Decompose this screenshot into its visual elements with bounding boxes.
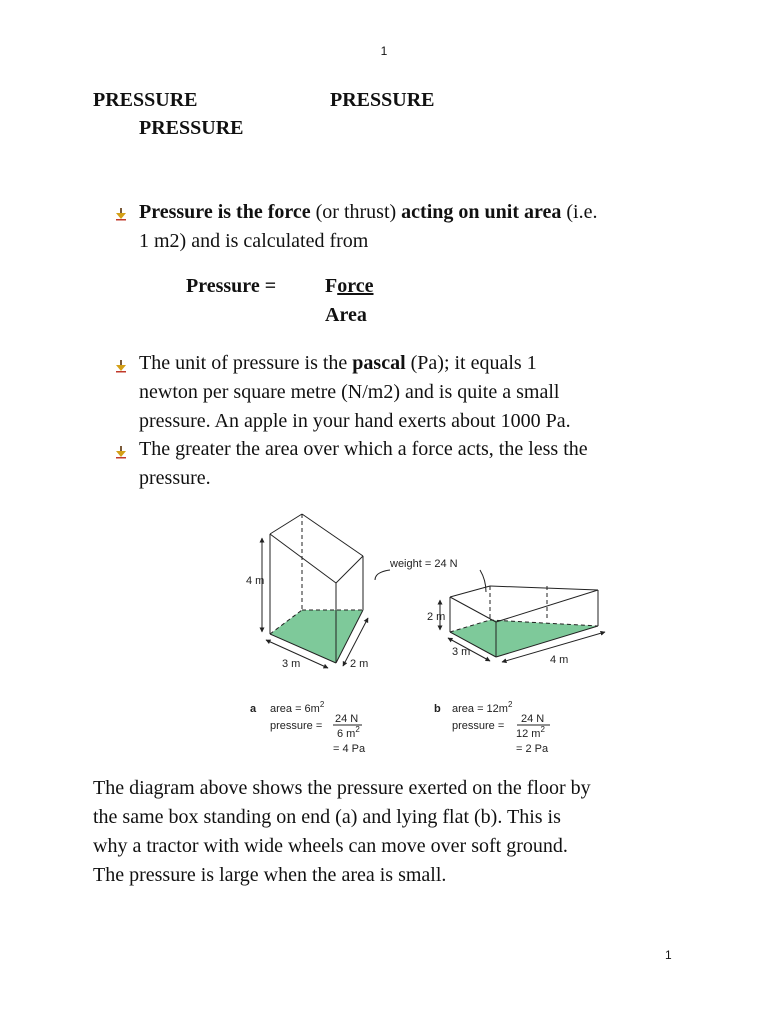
caption-b-numerator: 24 N — [521, 713, 545, 725]
explanation-paragraph — [93, 774, 713, 890]
bullet-3-line-2: pressure. — [139, 467, 211, 489]
bullet-1-line-1 — [139, 198, 699, 227]
bullet-1-part-4: (i.e. — [561, 201, 598, 223]
caption-b-area-text: area = 12m — [452, 703, 508, 715]
paragraph-line-1: The diagram above shows the pressure exerted on the floor by — [93, 777, 591, 799]
box-b — [450, 586, 598, 657]
caption-a-area-sup: 2 — [319, 700, 325, 709]
caption-a-area — [270, 700, 325, 715]
formula-numerator-underlined: orce — [337, 275, 374, 297]
box-a-width-label: 3 m — [282, 658, 301, 670]
box-a-height-label: 4 m — [246, 575, 265, 587]
caption-b-area-sup: 2 — [507, 700, 513, 709]
paragraph-line-2: the same box standing on end (a) and lying flat (b). This is — [93, 806, 561, 828]
bullet-2-line-1-post: (Pa); it equals 1 — [405, 352, 537, 374]
box-b-height-label: 2 m — [427, 611, 446, 623]
formula-numerator — [325, 275, 374, 298]
caption-b-pressure-label: pressure = — [452, 720, 505, 732]
bullet-1-line-2: 1 m2) and is calculated from — [139, 230, 369, 252]
heading-2: PRESSURE — [330, 89, 435, 111]
heading-1: PRESSURE — [93, 89, 198, 111]
bullet-2-line-1 — [139, 349, 719, 378]
weight-label: weight = 24 N — [390, 558, 458, 570]
arrow-down-bullet-icon — [114, 445, 128, 459]
bullet-3-text — [139, 435, 719, 493]
formula-lhs: Pressure = — [186, 275, 277, 297]
caption-b-denominator — [516, 725, 545, 740]
bullet-3-line-1: The greater the area over which a force acts, the less the — [139, 438, 588, 460]
caption-a-denominator — [337, 725, 360, 740]
bullet-2-line-2: newton per square metre (N/m2) and is quite a small — [139, 381, 560, 403]
box-b-width-label: 3 m — [452, 646, 471, 658]
caption-a-pressure-label: pressure = — [270, 720, 323, 732]
bullet-2-bold: pascal — [352, 352, 406, 374]
caption-b-result: = 2 Pa — [516, 743, 549, 755]
bullet-1-text — [139, 198, 699, 256]
paragraph-line-3: why a tractor with wide wheels can move over soft ground. — [93, 835, 568, 857]
bullet-2-text — [139, 349, 719, 436]
formula-denominator: Area — [325, 304, 367, 326]
caption-b-area — [452, 700, 513, 715]
bullet-1-bold-1: Pressure is the force — [139, 201, 311, 223]
box-a — [270, 514, 363, 663]
bullet-1-bold-2: acting on unit area — [401, 201, 562, 223]
bullet-2-line-3: pressure. An apple in your hand exerts about 1000 Pa. — [139, 410, 571, 432]
arrow-down-bullet-icon — [114, 207, 128, 221]
caption-a-area-text: area = 6m — [270, 703, 320, 715]
paragraph-line-4: The pressure is large when the area is small. — [93, 864, 447, 886]
page-number-top: 1 — [380, 44, 388, 58]
bullet-2-line-1-pre: The unit of pressure is the — [139, 352, 353, 374]
caption-b-letter: b — [434, 703, 441, 715]
box-a-depth-label: 2 m — [350, 658, 369, 670]
heading-3: PRESSURE — [139, 117, 244, 139]
formula-numerator-prefix: F — [325, 275, 338, 297]
caption-b-denominator-sup: 2 — [540, 725, 545, 734]
caption-b-denominator-text: 12 m — [516, 728, 541, 740]
caption-a-result: = 4 Pa — [333, 743, 366, 755]
caption-a-letter: a — [250, 703, 257, 715]
caption-a-numerator: 24 N — [335, 713, 359, 725]
caption-a-denominator-text: 6 m — [337, 728, 356, 740]
arrow-down-bullet-icon — [114, 359, 128, 373]
caption-a-denominator-sup: 2 — [355, 725, 360, 734]
page-number-bottom: 1 — [665, 948, 672, 962]
bullet-1-part-2: (or thrust) — [310, 201, 402, 223]
box-b-length-label: 4 m — [550, 654, 569, 666]
pressure-boxes-diagram — [240, 510, 620, 760]
